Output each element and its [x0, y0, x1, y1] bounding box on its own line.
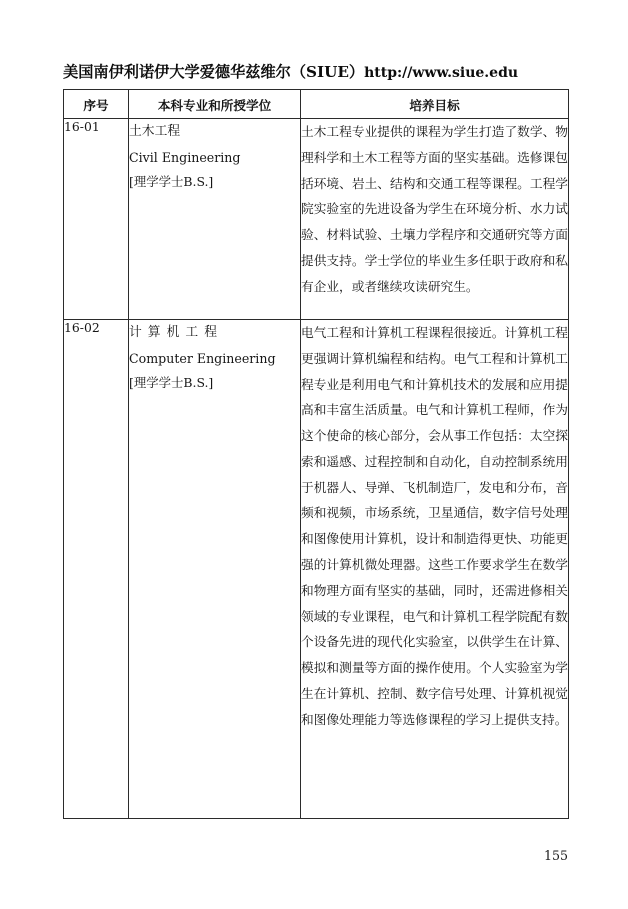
table-row — [64, 320, 569, 819]
majors-table — [63, 89, 569, 819]
page-title-url: http://www.siue.edu — [364, 65, 519, 81]
row-number: 16-01 — [64, 119, 129, 320]
column-header-no: 序号 — [64, 90, 129, 119]
table-header-row — [64, 90, 569, 119]
page-number: 155 — [543, 848, 568, 863]
major-name-en: Computer Engineering — [129, 350, 276, 366]
goal-text: 土木工程专业提供的课程为学生打造了数学、物理科学和土木工程等方面的坚实基础。选修课包括环境、岩土、结构和交通工程等课程。工程学院实验室的先进设备为学生在环境分析、水力试验、材料试验、土壤力学程序和交通研究等方面提供支持。学士学位的毕业生多任职于政府和私有企业，或者继续攻读研究生。 — [301, 124, 568, 294]
column-header-goal: 培养目标 — [301, 90, 569, 119]
row-number: 16-02 — [64, 320, 129, 819]
table-row — [64, 119, 569, 320]
goal-text: 电气工程和计算机工程课程很接近。计算机工程更强调计算机编程和结构。电气工程和计算机工程专业是利用电气和计算机技术的发展和应用提高和丰富生活质量。电气和计算机工程师，作为这个使命的核心部分，会从事工作包括：太空探索和遥感、过程控制和自动化，自动控制系统用于机器人、导弹、飞机制造厂，发电和分布，音频和视频，市场系统，卫星通信，数字信号处理和图像使用计算机，设计和制造得更快、功能更强的计算机微处理器。这些工作要求学生在数学和物理方面有坚实的基础，同时，还需进修相关领域的专业课程，电气和计算机工程学院配有数个设备先进的现代化实验室，以供学生在计算、模拟和测量等方面的操作使用。个人实验室为学生在计算机、控制、数字信号处理、计算机视觉和图像处理能力等选修课程的学习上提供支持。 — [301, 325, 568, 727]
page-title-cn: 美国南伊利诺伊大学爱德华兹维尔（SIUE） — [63, 63, 365, 81]
major-name-cn: 土木工程 — [129, 124, 181, 139]
major-degree: [理学学士B.S.] — [129, 173, 214, 189]
row-goal-cell — [301, 320, 569, 819]
major-name-en: Civil Engineering — [129, 149, 241, 165]
column-header-major: 本科专业和所授学位 — [129, 90, 301, 119]
major-name-cn: 计算机工程 — [129, 325, 223, 340]
major-degree: [理学学士B.S.] — [129, 374, 214, 390]
page-title — [63, 61, 583, 82]
row-major-cell — [129, 119, 301, 320]
row-major-cell — [129, 320, 301, 819]
row-goal-cell — [301, 119, 569, 320]
